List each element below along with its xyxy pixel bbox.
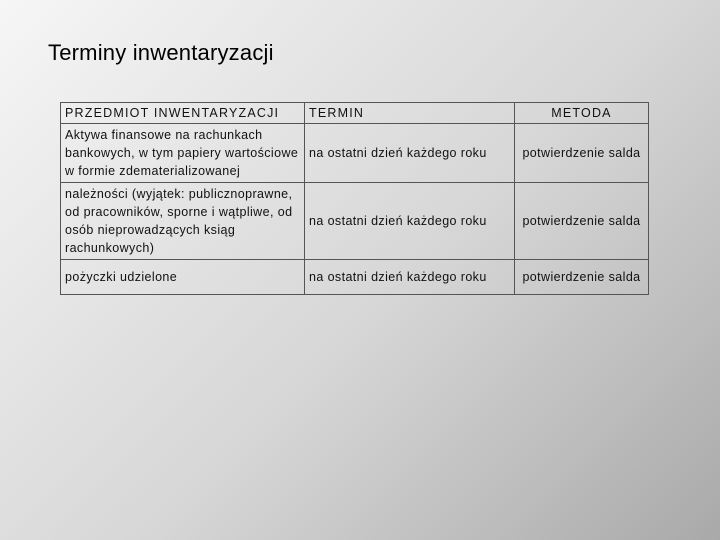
cell-method: potwierdzenie salda <box>515 260 649 295</box>
cell-term: na ostatni dzień każdego roku <box>305 124 515 183</box>
cell-term: na ostatni dzień każdego roku <box>305 183 515 260</box>
table-header-row <box>61 103 649 124</box>
cell-item: Aktywa finansowe na rachunkach bankowych, w tym papiery wartościowe w formie zdematerializowanej <box>61 124 305 183</box>
cell-method: potwierdzenie salda <box>515 124 649 183</box>
cell-method: potwierdzenie salda <box>515 183 649 260</box>
cell-item: należności (wyjątek: publicznoprawne, od pracowników, sporne i wątpliwe, od osób nieprowadzących ksiąg rachunkowych) <box>61 183 305 260</box>
table-row <box>61 183 649 260</box>
header-item: PRZEDMIOT INWENTARYZACJI <box>61 103 305 124</box>
inventory-terms-table <box>60 102 649 295</box>
table-row <box>61 260 649 295</box>
header-method: METODA <box>515 103 649 124</box>
table-row <box>61 124 649 183</box>
cell-term: na ostatni dzień każdego roku <box>305 260 515 295</box>
header-term: TERMIN <box>305 103 515 124</box>
page-title: Terminy inwentaryzacji <box>48 40 274 65</box>
cell-item: pożyczki udzielone <box>61 260 305 295</box>
